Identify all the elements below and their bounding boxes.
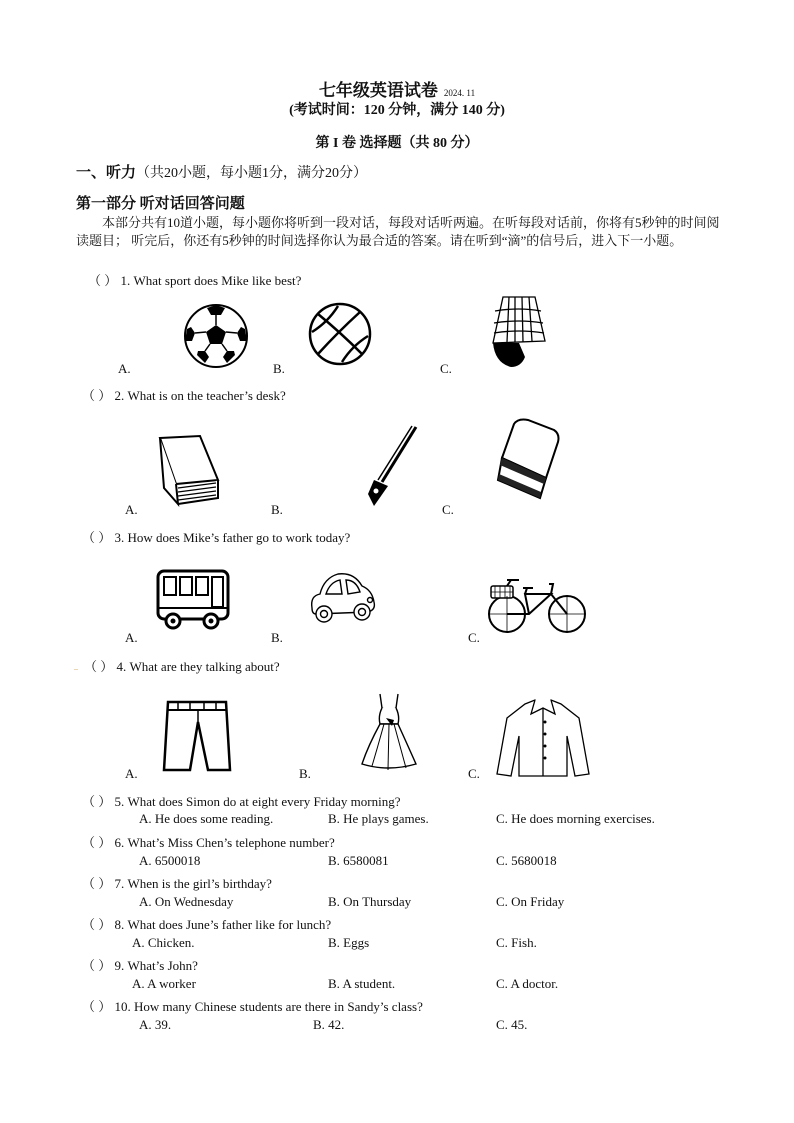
question-text: 1. What sport does Mike like best?: [120, 273, 302, 288]
section-note: （共20小题，每小题1分，满分20分）: [136, 166, 368, 181]
part-heading: 第 I 卷 选择题（共 80 分）: [315, 136, 479, 151]
question-text: 10. How many Chinese students are there in Sandy’s class?: [114, 999, 423, 1014]
question-text: 9. What’s John?: [114, 958, 198, 973]
question-2: [82, 385, 286, 404]
option-b[interactable]: B.: [299, 766, 311, 781]
question-text: 8. What does June’s father like for lunch?: [114, 917, 332, 932]
option-b[interactable]: B.: [271, 502, 283, 517]
answer-bracket[interactable]: （ ）: [84, 659, 114, 674]
option-a[interactable]: A.: [125, 502, 138, 517]
option-a[interactable]: A. On Wednesday: [139, 894, 234, 909]
answer-bracket[interactable]: （ ）: [82, 388, 112, 403]
option-b[interactable]: B. He plays games.: [328, 811, 429, 826]
section-title: 一、听力: [76, 165, 137, 181]
bus-icon: [155, 568, 231, 634]
answer-bracket[interactable]: （ ）: [82, 958, 112, 973]
option-b[interactable]: B. A student.: [328, 976, 396, 991]
bicycle-icon: [487, 574, 587, 636]
option-a[interactable]: A. A worker: [132, 976, 196, 991]
option-a[interactable]: A. He does some reading.: [139, 811, 274, 826]
section-heading: [76, 161, 367, 182]
answer-bracket[interactable]: （ ）: [82, 999, 112, 1014]
option-a[interactable]: A.: [118, 361, 131, 376]
question-5: [82, 791, 400, 810]
option-c[interactable]: C.: [468, 630, 480, 645]
stray-mark: _: [74, 662, 78, 671]
question-text: 3. How does Mike’s father go to work today?: [114, 530, 351, 545]
question-text: 4. What are they talking about?: [116, 659, 280, 674]
basketball-icon: [308, 302, 372, 366]
soccer-ball-icon: [183, 303, 249, 369]
answer-bracket[interactable]: （ ）: [82, 530, 112, 545]
eraser-icon: [494, 418, 562, 508]
question-4: [84, 656, 280, 675]
question-text: 6. What’s Miss Chen’s telephone number?: [114, 835, 335, 850]
question-text: 7. When is the girl’s birthday?: [114, 876, 272, 891]
option-c[interactable]: C. Fish.: [496, 935, 537, 950]
option-c[interactable]: C.: [440, 361, 452, 376]
answer-bracket[interactable]: （ ）: [88, 273, 118, 288]
option-c[interactable]: C. 45.: [496, 1017, 528, 1032]
answer-bracket[interactable]: （ ）: [82, 835, 112, 850]
option-b[interactable]: B. On Thursday: [328, 894, 412, 909]
pen-icon: [360, 424, 420, 510]
option-a[interactable]: A. Chicken.: [132, 935, 195, 950]
answer-bracket[interactable]: （ ）: [82, 794, 112, 809]
title-text: 七年级英语试卷: [318, 81, 438, 100]
dress-icon: [360, 692, 418, 772]
question-8: [82, 914, 331, 933]
shuttlecock-icon: [485, 293, 555, 373]
option-c[interactable]: C. He does morning exercises.: [496, 811, 655, 826]
option-c[interactable]: C. 5680018: [496, 853, 557, 868]
exam-title: [0, 76, 794, 101]
question-6: [82, 832, 335, 851]
question-3: [82, 527, 350, 546]
exam-time-note: (考试时间：120 分钟，满分 140 分): [289, 103, 505, 118]
option-b[interactable]: B. 6580081: [328, 853, 389, 868]
car-icon: [306, 568, 378, 628]
option-a[interactable]: A. 39.: [139, 1017, 172, 1032]
question-1: [88, 270, 301, 289]
question-text: 5. What does Simon do at eight every Friday morning?: [114, 794, 401, 809]
option-a[interactable]: A.: [125, 766, 138, 781]
option-c[interactable]: C.: [468, 766, 480, 781]
question-text: 2. What is on the teacher’s desk?: [114, 388, 286, 403]
option-c[interactable]: C. A doctor.: [496, 976, 559, 991]
shirt-icon: [495, 698, 591, 778]
option-a[interactable]: A. 6500018: [139, 853, 201, 868]
option-b[interactable]: B.: [273, 361, 285, 376]
instructions-paragraph: 本部分共有10道小题，每小题你将听到一段对话，每段对话听两遍。在听每段对话前，你将有5秒钟的时间阅读题目； 听完后，你还有5秒钟的时间选择你认为最合适的答案。请在听到“滴”的信号后，进入下一小题。: [76, 215, 720, 248]
question-10: [82, 996, 423, 1015]
option-a[interactable]: A.: [125, 630, 138, 645]
option-c[interactable]: C. On Friday: [496, 894, 565, 909]
exam-date: 2024. 11: [443, 88, 476, 98]
question-9: [82, 955, 198, 974]
answer-bracket[interactable]: （ ）: [82, 917, 112, 932]
trousers-icon: [160, 698, 234, 774]
option-c[interactable]: C.: [442, 502, 454, 517]
book-icon: [156, 432, 222, 508]
option-b[interactable]: B. Eggs: [328, 935, 370, 950]
option-b[interactable]: B. 42.: [313, 1017, 345, 1032]
option-b[interactable]: B.: [271, 630, 283, 645]
answer-bracket[interactable]: （ ）: [82, 876, 112, 891]
subsection-heading: 第一部分 听对话回答问题: [76, 196, 245, 212]
question-7: [82, 873, 272, 892]
